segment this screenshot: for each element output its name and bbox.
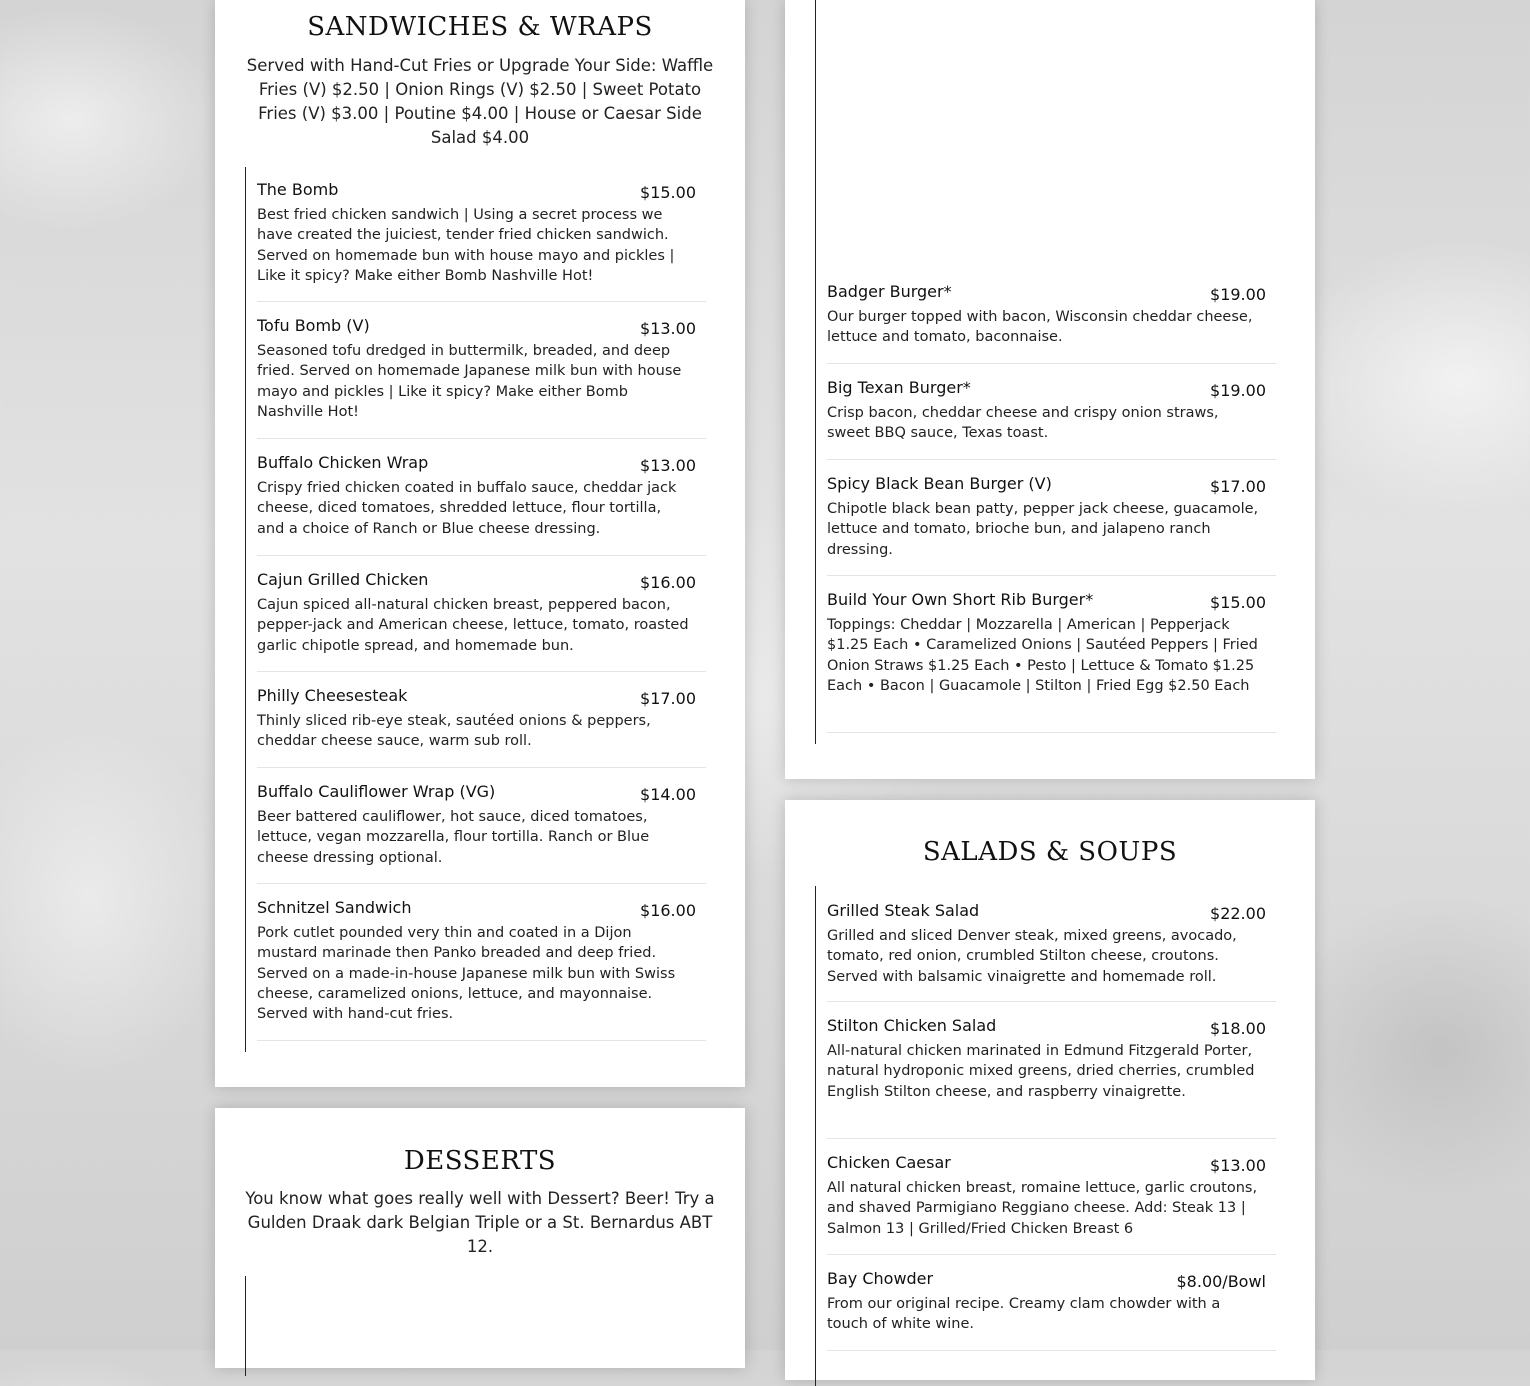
item-price: $15.00 bbox=[1210, 593, 1266, 612]
menu-item bbox=[827, 282, 1276, 364]
item-description: Beer battered cauliflower, hot sauce, diced tomatoes, lettuce, vegan mozzarella, flour tortilla. Ranch or Blue cheese dressing optional. bbox=[257, 809, 650, 866]
item-name: Bay Chowder bbox=[827, 1269, 934, 1288]
item-name: Buffalo Cauliflower Wrap (VG) bbox=[257, 782, 496, 801]
item-description: Grilled and sliced Denver steak, mixed greens, avocado, tomato, red onion, crumbled Stilton cheese, croutons. Served with balsamic vinaigrette and homemade roll. bbox=[827, 928, 1237, 985]
menu-item bbox=[827, 1153, 1276, 1255]
item-description: All natural chicken breast, romaine lettuce, garlic croutons, and shaved Parmigiano Reggiano cheese. Add: Steak 13 | Salmon 13 | Grilled/Fried Chicken Breast 6 bbox=[827, 1180, 1258, 1237]
item-name: Grilled Steak Salad bbox=[827, 901, 980, 920]
item-name: Schnitzel Sandwich bbox=[257, 898, 412, 917]
item-name: Spicy Black Bean Burger (V) bbox=[827, 474, 1052, 493]
burgers-panel bbox=[785, 0, 1315, 779]
sandwiches-wraps-panel bbox=[215, 0, 745, 1087]
item-price: $13.00 bbox=[640, 319, 696, 338]
section-title-sandwiches: SANDWICHES & WRAPS bbox=[307, 12, 653, 42]
item-description: Chipotle black bean patty, pepper jack cheese, guacamole, lettuce and tomato, brioche bun, and jalapeno ranch dressing. bbox=[827, 501, 1259, 558]
salads-soups-panel bbox=[785, 800, 1315, 1380]
item-price: $13.00 bbox=[640, 456, 696, 475]
item-description: Crispy fried chicken coated in buffalo sauce, cheddar jack cheese, diced tomatoes, shredded lettuce, flour tortilla, and a choice of Ranch or Blue cheese dressing. bbox=[257, 480, 677, 537]
item-price: $19.00 bbox=[1210, 285, 1266, 304]
item-name: Philly Cheesesteak bbox=[257, 686, 408, 705]
menu-item bbox=[257, 316, 706, 439]
item-name: Badger Burger* bbox=[827, 282, 952, 301]
item-name: The Bomb bbox=[257, 180, 339, 199]
item-price: $18.00 bbox=[1210, 1019, 1266, 1038]
menu-items-desserts bbox=[245, 1276, 706, 1376]
item-description: Crisp bacon, cheddar cheese and crispy onion straws, sweet BBQ sauce, Texas toast. bbox=[827, 405, 1219, 442]
menu-items-salads bbox=[815, 886, 1276, 1386]
item-description: Toppings: Cheddar | Mozzarella | American | Pepperjack $1.25 Each • Caramelized Onions | Sautéed Peppers | Fried Onion Straws $1.25 Each • Pesto | Lettuce & Tomato $1.25 Each • Bacon | Guacamole | Stilton | Fried Egg $2.50 Each bbox=[827, 617, 1258, 694]
item-name: Stilton Chicken Salad bbox=[827, 1016, 997, 1035]
menu-items-burgers bbox=[815, 0, 1276, 744]
item-price: $16.00 bbox=[640, 573, 696, 592]
item-price: $13.00 bbox=[1210, 1156, 1266, 1175]
item-description: Thinly sliced rib-eye steak, sautéed onions & peppers, cheddar cheese sauce, warm sub roll. bbox=[257, 713, 651, 750]
item-description: All-natural chicken marinated in Edmund Fitzgerald Porter, natural hydroponic mixed greens, dried cherries, crumbled English Stilton cheese, and raspberry vinaigrette. bbox=[827, 1043, 1255, 1100]
desserts-panel bbox=[215, 1108, 745, 1368]
item-name: Chicken Caesar bbox=[827, 1153, 951, 1172]
section-description-sandwiches: Served with Hand-Cut Fries or Upgrade Your Side: Waffle Fries (V) $2.50 | Onion Rings (V) $2.50 | Sweet Potato Fries (V) $3.00 | Poutine $4.00 | House or Caesar Side Salad $4.00 bbox=[246, 56, 714, 147]
menu-item bbox=[827, 474, 1276, 576]
section-title-desserts: DESSERTS bbox=[403, 1146, 557, 1176]
item-name: Buffalo Chicken Wrap bbox=[257, 453, 429, 472]
items-spacer bbox=[816, 0, 1276, 282]
item-price: $17.00 bbox=[640, 689, 696, 708]
item-price: $22.00 bbox=[1210, 904, 1266, 923]
item-price: $14.00 bbox=[640, 785, 696, 804]
menu-item bbox=[257, 782, 706, 884]
menu-item bbox=[257, 180, 706, 302]
item-description: Pork cutlet pounded very thin and coated in a Dijon mustard marinade then Panko breaded and deep fried. Served on a made-in-house Japanese milk bun with Swiss cheese, caramelized onions, lettuce, and mayonnaise. Served with hand-cut fries. bbox=[257, 925, 676, 1023]
item-name: Cajun Grilled Chicken bbox=[257, 570, 429, 589]
menu-items-sandwiches bbox=[245, 167, 706, 1052]
item-price: $15.00 bbox=[640, 183, 696, 202]
menu-item bbox=[827, 901, 1276, 1002]
menu-item bbox=[827, 590, 1276, 733]
item-price: $19.00 bbox=[1210, 381, 1266, 400]
item-price: $16.00 bbox=[640, 901, 696, 920]
menu-item bbox=[257, 453, 706, 556]
section-title-salads: SALADS & SOUPS bbox=[922, 837, 1178, 867]
item-description: From our original recipe. Creamy clam chowder with a touch of white wine. bbox=[827, 1296, 1221, 1333]
item-price: $17.00 bbox=[1210, 477, 1266, 496]
menu-item bbox=[257, 898, 706, 1041]
item-description: Cajun spiced all-natural chicken breast, peppered bacon, pepper-jack and American cheese, lettuce, tomato, roasted garlic chipotle spread, and homemade bun. bbox=[257, 597, 689, 654]
menu-item bbox=[257, 570, 706, 672]
item-price: $8.00/Bowl bbox=[1176, 1272, 1266, 1291]
menu-item bbox=[257, 686, 706, 768]
menu-item bbox=[827, 1269, 1276, 1351]
item-description: Our burger topped with bacon, Wisconsin cheddar cheese, lettuce and tomato, baconnaise. bbox=[827, 309, 1253, 346]
section-description-desserts: You know what goes really well with Dessert? Beer! Try a Gulden Draak dark Belgian Triple or a St. Bernardus ABT 12. bbox=[245, 1189, 715, 1256]
menu-item bbox=[827, 378, 1276, 460]
item-name: Big Texan Burger* bbox=[827, 378, 971, 397]
menu-item bbox=[827, 1016, 1276, 1139]
item-name: Tofu Bomb (V) bbox=[257, 316, 370, 335]
item-name: Build Your Own Short Rib Burger* bbox=[827, 590, 1094, 609]
item-description: Seasoned tofu dredged in buttermilk, breaded, and deep fried. Served on homemade Japanese milk bun with house mayo and pickles | Like it spicy? Make either Bomb Nashville Hot! bbox=[257, 343, 682, 420]
item-description: Best fried chicken sandwich | Using a secret process we have created the juiciest, tender fried chicken sandwich. Served on homemade bun with house mayo and pickles | Like it spicy? Make either Bomb Nashville Hot! bbox=[257, 207, 675, 284]
